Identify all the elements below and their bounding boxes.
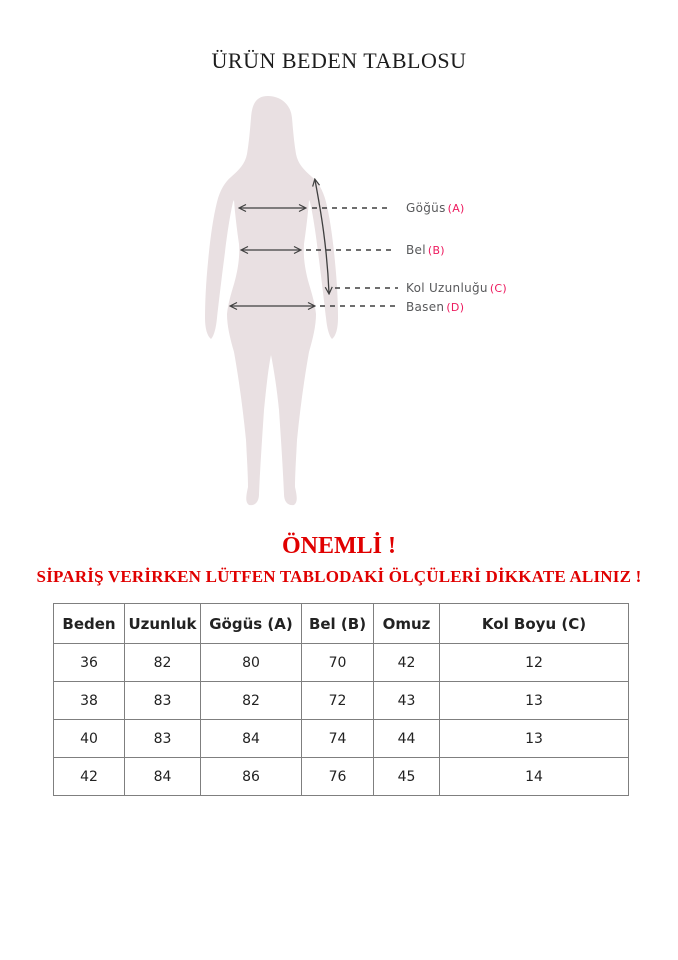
table-cell: 83 [125,682,201,720]
size-table-header-row [54,604,629,644]
hip-label [406,300,464,314]
table-cell: 70 [302,644,374,682]
table-cell: 72 [302,682,374,720]
table-cell: 14 [440,758,629,796]
table-cell: 42 [54,758,125,796]
waist-label [406,243,445,257]
header-omuz: Omuz [374,604,440,644]
body-silhouette-image [205,96,338,505]
hip-label-letter: (D) [446,301,465,314]
warning-subheading: SİPARİŞ VERİRKEN LÜTFEN TABLODAKİ ÖLÇÜLERİ DİKKATE ALINIZ ! [36,567,642,586]
table-cell: 40 [54,720,125,758]
page-title: ÜRÜN BEDEN TABLOSU [211,48,467,73]
table-cell: 38 [54,682,125,720]
table-cell: 13 [440,682,629,720]
sleeve-label-text: Kol Uzunluğu [406,281,488,295]
table-cell: 86 [201,758,302,796]
table-cell: 45 [374,758,440,796]
sleeve-label [406,281,507,295]
table-cell: 43 [374,682,440,720]
sleeve-label-letter: (C) [489,282,507,295]
table-cell: 82 [201,682,302,720]
warning-heading: ÖNEMLİ ! [282,533,396,559]
table-cell: 12 [440,644,629,682]
waist-label-letter: (B) [427,244,445,257]
table-cell: 74 [302,720,374,758]
table-cell: 44 [374,720,440,758]
table-cell: 80 [201,644,302,682]
table-row [54,682,629,720]
table-cell: 83 [125,720,201,758]
header-bel: Bel (B) [302,604,374,644]
table-cell: 13 [440,720,629,758]
table-cell: 84 [201,720,302,758]
table-cell: 84 [125,758,201,796]
chest-label-text: Göğüs [406,201,446,215]
chest-label [406,201,465,215]
header-kol-boyu: Kol Boyu (C) [440,604,629,644]
header-gogus: Gögüs (A) [201,604,302,644]
table-cell: 76 [302,758,374,796]
table-cell: 36 [54,644,125,682]
size-table [53,603,629,796]
hip-label-text: Basen [406,300,445,314]
waist-label-text: Bel [406,243,426,257]
header-beden: Beden [54,604,125,644]
table-row [54,644,629,682]
table-cell: 82 [125,644,201,682]
table-cell: 42 [374,644,440,682]
table-row [54,720,629,758]
chest-label-letter: (A) [447,202,465,215]
table-row [54,758,629,796]
header-uzunluk: Uzunluk [125,604,201,644]
